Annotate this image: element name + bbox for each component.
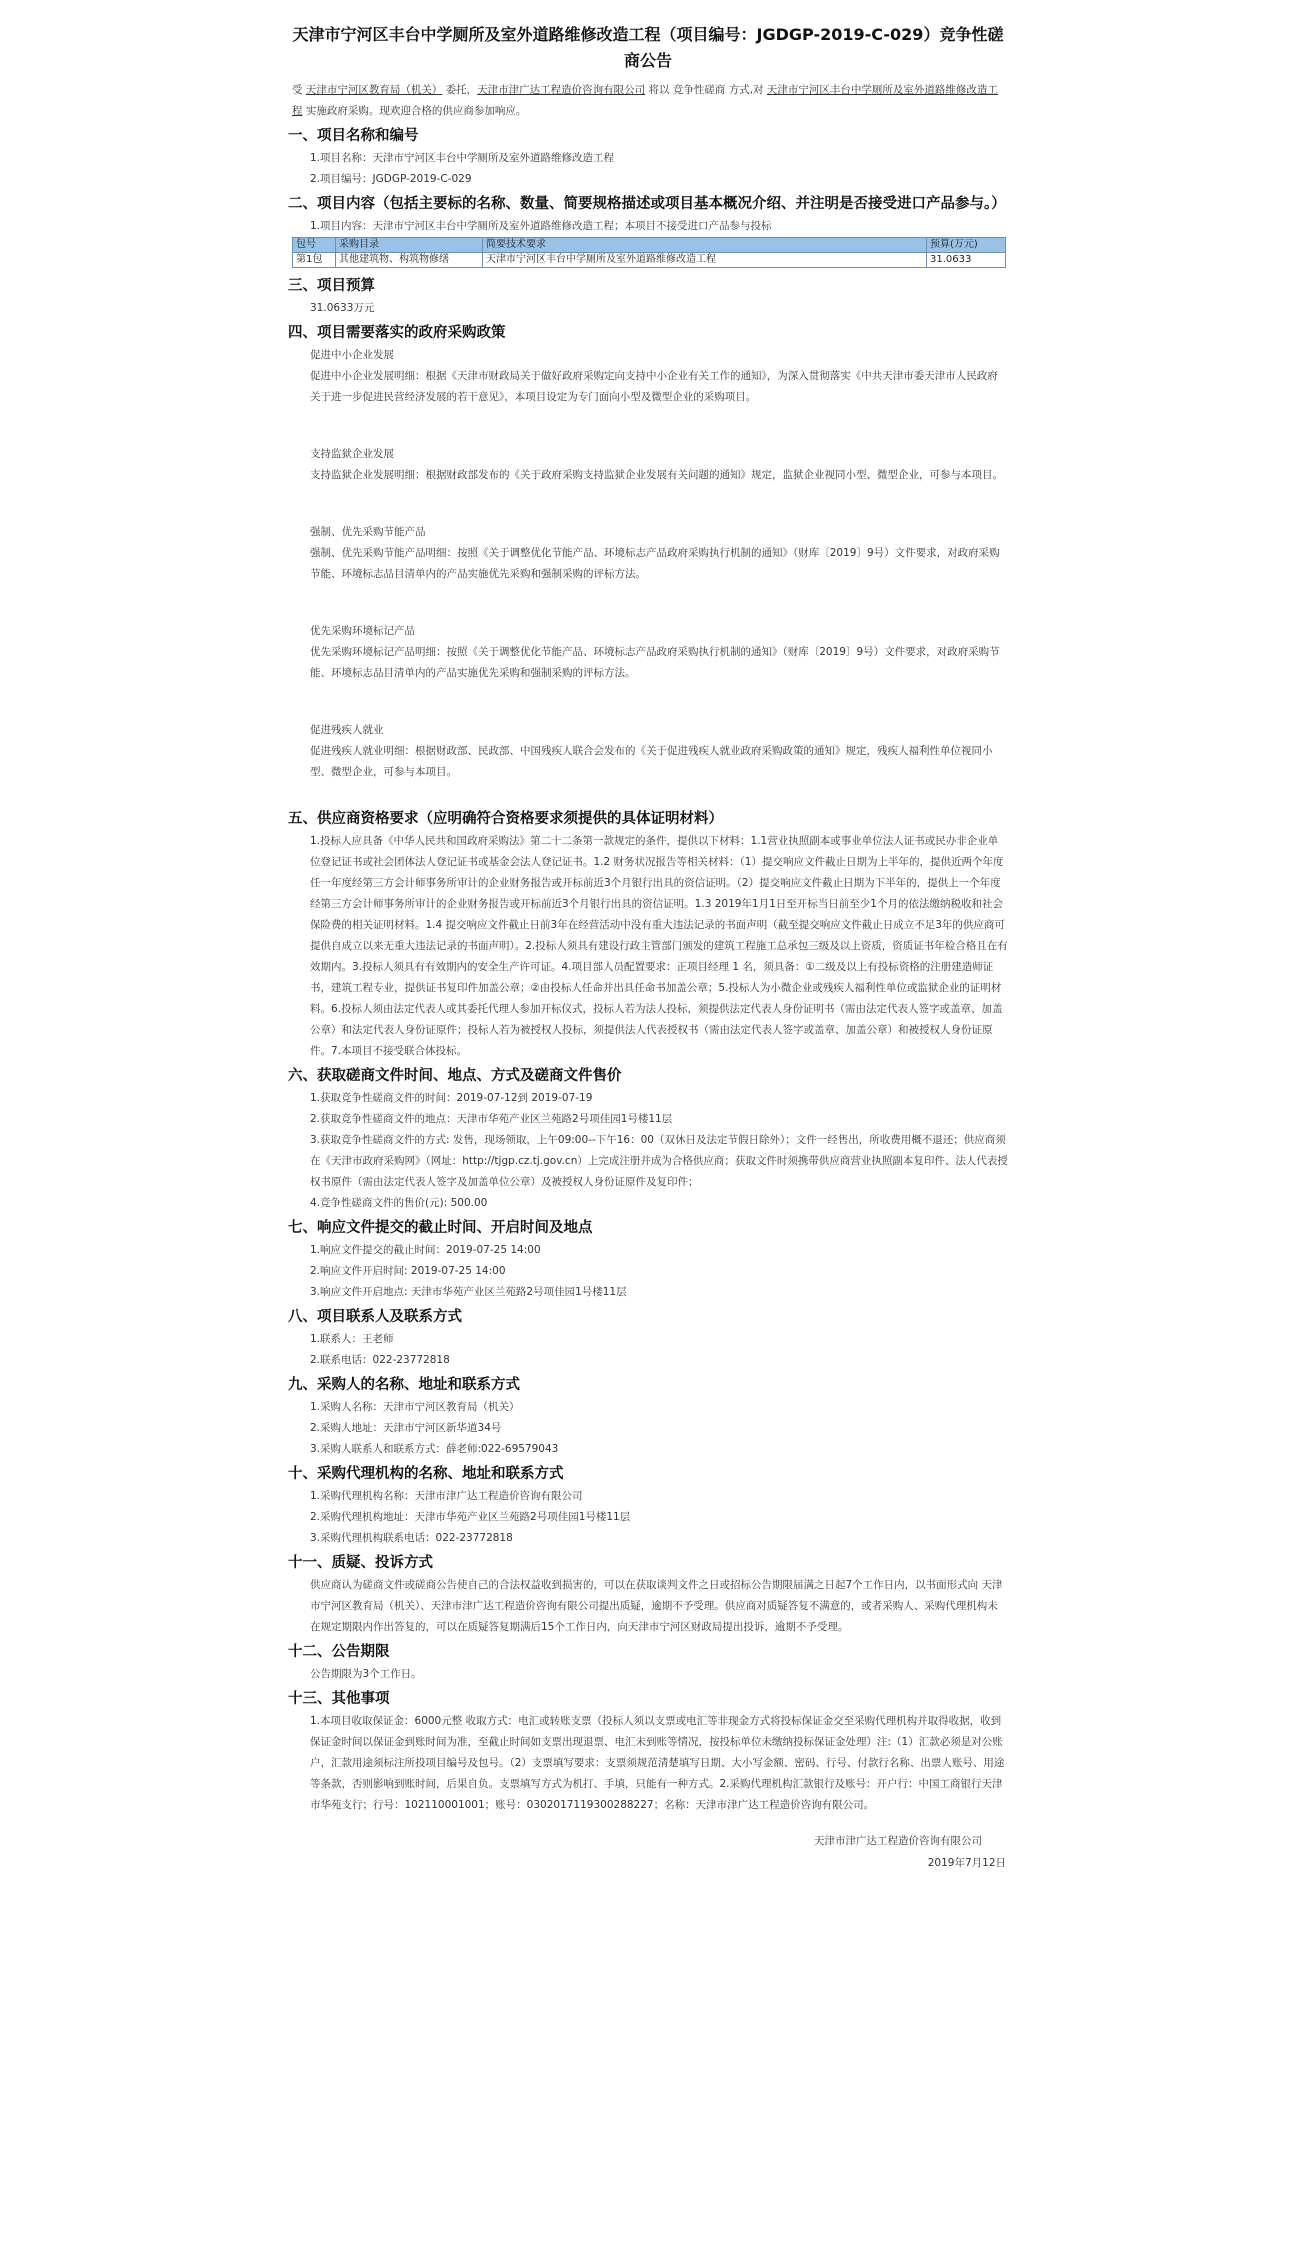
section-heading-7: 七、响应文件提交的截止时间、开启时间及地点 [288, 1220, 593, 1236]
purchaser-address: 2.采购人地址：天津市宁河区新华道34号 [310, 1422, 502, 1434]
submit-deadline: 1.响应文件提交的截止时间：2019-07-25 14:00 [310, 1244, 541, 1256]
table-header-cell: 采购目录 [336, 238, 483, 253]
policy-body: 强制、优先采购节能产品明细：按照《关于调整优化节能产品、环境标志产品政府采购执行机制的通知》（财库〔2019〕9号）文件要求，对政府采购节能、环境标志品目清单内的产品实施优先采购和强制采购的评标方法。 [310, 547, 1000, 580]
project-name: 1.项目名称：天津市宁河区丰台中学厕所及室外道路维修改造工程 [310, 152, 615, 164]
intro-text-4: 实施政府采购。现欢迎合格的供应商参加响应。 [302, 105, 527, 117]
policy-body: 支持监狱企业发展明细：根据财政部发布的《关于政府采购支持监狱企业发展有关问题的通知》规定，监狱企业视同小型、微型企业，可参与本项目。 [310, 469, 1003, 481]
section-heading-12: 十二、公告期限 [288, 1644, 390, 1660]
policy-title: 优先采购环境标记产品 [310, 625, 415, 637]
project-content: 1.项目内容：天津市宁河区丰台中学厕所及室外道路维修改造工程；本项目不接受进口产品参与投标 [310, 220, 772, 232]
table-cell: 第1包 [293, 253, 336, 268]
agency-link[interactable]: 天津市津广达工程造价咨询有限公司 [477, 84, 646, 96]
signature-date: 2019年7月12日 [927, 1857, 1006, 1869]
section-heading-4: 四、项目需要落实的政府采购政策 [288, 325, 506, 341]
table-header-cell: 简要技术要求 [483, 238, 927, 253]
section-heading-3: 三、项目预算 [288, 278, 375, 294]
intro-paragraph [288, 80, 1008, 122]
contact-person: 1.联系人：王老师 [310, 1333, 394, 1345]
section-heading-8: 八、项目联系人及联系方式 [288, 1309, 462, 1325]
purchaser-link[interactable]: 天津市宁河区教育局（机关） [305, 84, 443, 96]
section-heading-5: 五、供应商资格要求（应明确符合资格要求须提供的具体证明材料） [288, 811, 723, 827]
other-matters-body: 1.本项目收取保证金：6000元整 收取方式：电汇或转账支票（投标人须以支票或电汇等非现金方式将投标保证金交至采购代理机构并取得收据，收到保证金时间以保证金到账时间为准，至截止时间如支票出现退票、电汇未到账等情况，按投标单位未缴纳投标保证金处理）注:（1）汇款必须是对公账户，汇款用途须标注所投项目编号及包号。（2）支票填写要求：支票须规范清楚填写日期、大小写金额、密码、行号、付款行名称、出票人账号、用途等条款，否则影响到账时间，后果自负。支票填写方式为机打、手填，只能有一种方式。2.采购代理机构汇款银行及账号：开户行：中国工商银行天津市华苑支行；行号：102110001001；账号：0302017119300288227；名称：天津市津广达工程造价咨询有限公司。 [310, 1715, 1005, 1811]
purchaser-contact: 3.采购人联系人和联系方式：薛老师:022-69579043 [310, 1443, 559, 1455]
table-header-row [293, 238, 1006, 253]
policy-title: 促进中小企业发展 [310, 349, 394, 361]
section-heading-11: 十一、质疑、投诉方式 [288, 1555, 433, 1571]
section-heading-1: 一、项目名称和编号 [288, 128, 419, 144]
contact-phone: 2.联系电话：022-23772818 [310, 1354, 450, 1366]
doc-method: 3.获取竞争性磋商文件的方式: 发售，现场领取，上午09:00--下午16：00（双休日及法定节假日除外）；文件一经售出，所收费用概不退还；供应商须在《天津市政府采购网》（网址：http://tjgp.cz.tj.gov.cn）上完成注册并成为合格供应商；获取文件时须携带供应商营业执照副本复印件、法人代表授权书原件（需由法定代表人签字及加盖单位公章）及被授权人身份证原件及复印件； [310, 1134, 1008, 1188]
qualification-body: 1.投标人应具备《中华人民共和国政府采购法》第二十二条第一款规定的条件，提供以下材料：1.1营业执照副本或事业单位法人证书或民办非企业单位登记证书或社会团体法人登记证书或基金会法人登记证书。1.2 财务状况报告等相关材料：（1）提交响应文件截止日期为上半年的，提供近两个年度任一年度经第三方会计师事务所审计的企业财务报告或开标前近3个月银行出具的资信证明。（2）提交响应文件截止日期为下半年的，提供上一个年度经第三方会计师事务所审计的企业财务报告或开标前近3个月银行出具的资信证明。1.3 2019年1月1日至开标当日前至少1个月的依法缴纳税收和社会保险费的相关证明材料。1.4 提交响应文件截止日前3年在经营活动中没有重大违法记录的书面声明（截至提交响应文件截止日成立不足3年的供应商可提供自成立以来无重大违法记录的书面声明）。2.投标人须具有建设行政主管部门颁发的建筑工程施工总承包三级及以上资质，资质证书年检合格且在有效期内。3.投标人须具有有效期内的安全生产许可证。4.项目部人员配置要求：正项目经理 1 名，须具备：①二级及以上有投标资格的注册建造师证书，建筑工程专业，提供证书复印件加盖公章；②由投标人任命并出具任命书加盖公章；5.投标人为小微企业或残疾人福利性单位或监狱企业的证明材料。6.投标人须由法定代表人或其委托代理人参加开标仪式，投标人若为法人投标，须提供法定代表人身份证明书（需由法定代表人签字或盖章、加盖公章）和法定代表人身份证原件；投标人若为被授权人投标，须提供法人代表授权书（需由法定代表人签字或盖章、加盖公章）和被授权人身份证原件。7.本项目不接受联合体投标。 [310, 835, 1008, 1057]
table-cell: 天津市宁河区丰台中学厕所及室外道路维修改造工程 [483, 253, 927, 268]
table-cell: 其他建筑物、构筑物修缮 [336, 253, 483, 268]
project-link[interactable]: 天津市宁河区丰台中学厕所及室外道路维修改造工程 [292, 84, 998, 117]
opening-time: 2.响应文件开启时间: 2019-07-25 14:00 [310, 1265, 506, 1277]
signature-org: 天津市津广达工程造价咨询有限公司 [814, 1835, 982, 1847]
procurement-table [292, 237, 1006, 268]
purchaser-name: 1.采购人名称：天津市宁河区教育局（机关） [310, 1401, 520, 1413]
notice-period: 公告期限为3个工作日。 [310, 1668, 422, 1680]
table-header-cell: 预算(万元) [927, 238, 1006, 253]
doc-price: 4.竞争性磋商文件的售价(元): 500.00 [310, 1197, 488, 1209]
table-cell: 31.0633 [927, 253, 1006, 268]
intro-text-3: 将以 竞争性磋商 方式,对 [645, 84, 767, 96]
policy-title: 促进残疾人就业 [310, 724, 384, 736]
complaint-body: 供应商认为磋商文件或磋商公告使自己的合法权益收到损害的，可以在获取谈判文件之日或招标公告期限届满之日起7个工作日内，以书面形式向 天津市宁河区教育局（机关）、天津市津广达工程造价咨询有限公司提出质疑，逾期不予受理。供应商对质疑答复不满意的，或者采购人、采购代理机构未在规定期限内作出答复的，可以在质疑答复期满后15个工作日内，向天津市宁河区财政局提出投诉，逾期不予受理。 [310, 1579, 1003, 1633]
intro-text-2: 委托， [442, 84, 478, 96]
section-heading-6: 六、获取磋商文件时间、地点、方式及磋商文件售价 [288, 1068, 622, 1084]
section-heading-2: 二、项目内容（包括主要标的名称、数量、简要规格描述或项目基本概况介绍、并注明是否接受进口产品参与。） [288, 196, 1006, 212]
table-row [293, 253, 1006, 268]
section-heading-10: 十、采购代理机构的名称、地址和联系方式 [288, 1466, 564, 1482]
opening-place: 3.响应文件开启地点: 天津市华苑产业区兰苑路2号项佳园1号楼11层 [310, 1286, 627, 1298]
page-title: 天津市宁河区丰台中学厕所及室外道路维修改造工程（项目编号：JGDGP-2019-C-029）竞争性磋商公告 [292, 25, 1004, 70]
doc-time: 1.获取竞争性磋商文件的时间：2019-07-12到 2019-07-19 [310, 1092, 593, 1104]
policy-title: 支持监狱企业发展 [310, 448, 394, 460]
announcement-page [288, 14, 1008, 1874]
budget-value: 31.0633万元 [310, 302, 375, 314]
policy-body: 促进残疾人就业明细：根据财政部、民政部、中国残疾人联合会发布的《关于促进残疾人就业政府采购政策的通知》规定，残疾人福利性单位视同小型、微型企业，可参与本项目。 [310, 745, 993, 778]
table-header-cell: 包号 [293, 238, 336, 253]
agency-phone: 3.采购代理机构联系电话：022-23772818 [310, 1532, 513, 1544]
doc-place: 2.获取竞争性磋商文件的地点：天津市华苑产业区兰苑路2号项佳园1号楼11层 [310, 1113, 673, 1125]
section-heading-9: 九、采购人的名称、地址和联系方式 [288, 1377, 520, 1393]
policy-title: 强制、优先采购节能产品 [310, 526, 426, 538]
intro-text-1: 受 [292, 84, 306, 96]
policy-body: 促进中小企业发展明细：根据《天津市财政局关于做好政府采购定向支持中小企业有关工作的通知》，为深入贯彻落实《中共天津市委天津市人民政府关于进一步促进民营经济发展的若干意见》，本项目设定为专门面向小型及微型企业的采购项目。 [310, 370, 998, 403]
agency-name: 1.采购代理机构名称：天津市津广达工程造价咨询有限公司 [310, 1490, 583, 1502]
agency-address: 2.采购代理机构地址：天津市华苑产业区兰苑路2号项佳园1号楼11层 [310, 1511, 631, 1523]
section-heading-13: 十三、其他事项 [288, 1691, 390, 1707]
project-number: 2.项目编号：JGDGP-2019-C-029 [310, 173, 472, 185]
policy-body: 优先采购环境标记产品明细：按照《关于调整优化节能产品、环境标志产品政府采购执行机制的通知》（财库〔2019〕9号）文件要求，对政府采购节能、环境标志品目清单内的产品实施优先采购和强制采购的评标方法。 [310, 646, 1000, 679]
